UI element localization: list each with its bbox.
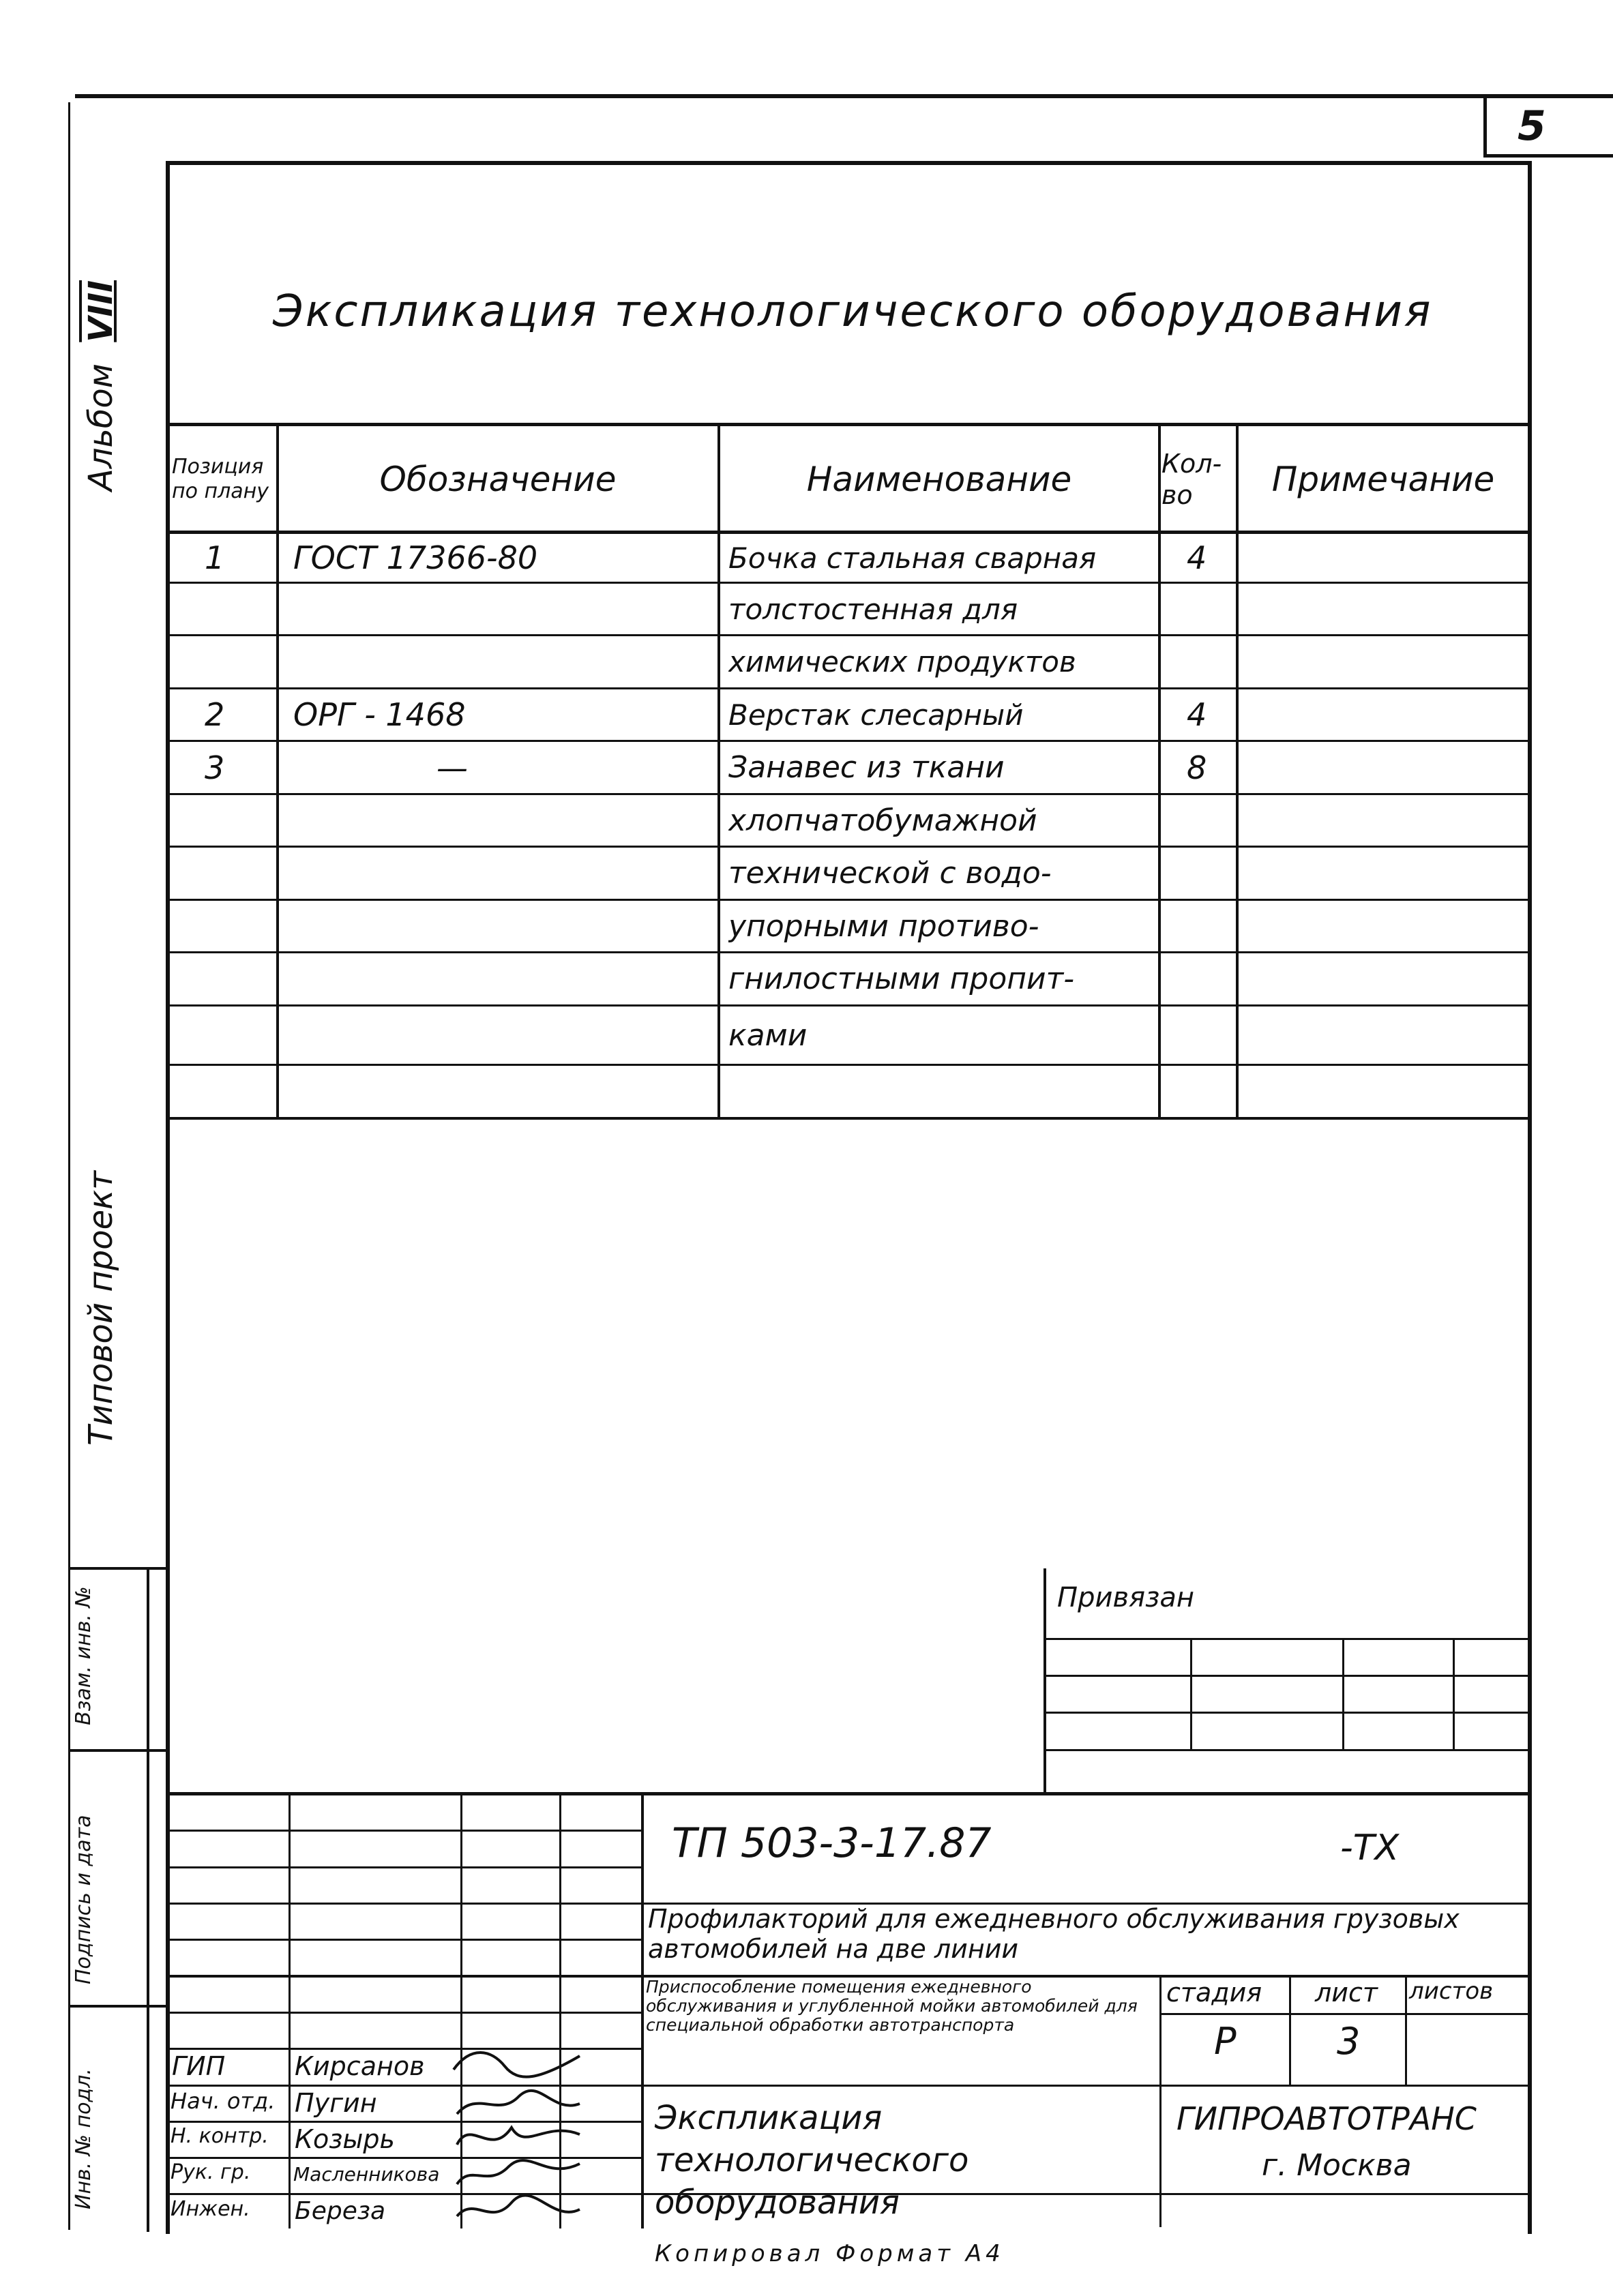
row-4-designation: ОРГ - 1468: [293, 696, 466, 733]
frame-top: [166, 161, 1532, 165]
header-qty: Кол-во: [1161, 449, 1222, 510]
album-number: VIII: [82, 280, 120, 342]
row-5-qty: 8: [1187, 749, 1207, 786]
building-part: Приспособление помещения ежедневного обслуживания и углубленной мойки автомобилей для специальной обработки автотранспорта: [646, 1977, 1138, 2035]
album-label: [82, 280, 120, 491]
row-2-name: толстостенная для: [728, 592, 1018, 626]
project-name: Профилакторий для ежедневного обслуживания грузовых автомобилей на две линии: [648, 1904, 1460, 1964]
signer-5-role: Инжен.: [171, 2197, 250, 2221]
sheets-label: листов: [1409, 1978, 1494, 2005]
row-4-pos: 2: [205, 696, 225, 733]
frame-right: [1528, 161, 1532, 2234]
row-4-qty: 4: [1187, 696, 1207, 733]
row-10-name: ками: [728, 1017, 808, 1053]
signer-1-role: ГИП: [172, 2051, 226, 2081]
signer-3-role: Н. контр.: [171, 2124, 269, 2148]
row-5-name: Занавес из ткани: [728, 750, 1005, 785]
row-6-name: хлопчатобумажной: [728, 803, 1037, 838]
city: г. Москва: [1262, 2148, 1412, 2183]
signer-2-name: Пугин: [295, 2088, 377, 2118]
signer-5-name: Береза: [295, 2197, 386, 2225]
frame-left: [166, 161, 170, 2234]
sheet-title: Экспликация технологического оборудования: [655, 2099, 969, 2222]
privyazan-label: Привязан: [1057, 1582, 1195, 1613]
header-note: Примечание: [1271, 460, 1495, 499]
row-1-pos: 1: [205, 539, 225, 576]
project-type-label: Типовой проект: [82, 1170, 120, 1446]
row-8-name: упорными противо-: [728, 908, 1039, 944]
signature-3: [450, 2117, 587, 2158]
sheet-value: 3: [1337, 2020, 1361, 2063]
stage-value: Р: [1214, 2020, 1237, 2063]
row-3-name: химических продуктов: [728, 645, 1076, 679]
project-code: ТП 503-3-17.87: [672, 1819, 992, 1867]
organization: ГИПРОАВТОТРАНС: [1177, 2100, 1477, 2137]
header-name: Наименование: [806, 460, 1072, 499]
signer-3-name: Козырь: [295, 2124, 395, 2154]
row-1-qty: 4: [1187, 539, 1207, 576]
inv-podl-label: Инв. № подл.: [72, 2068, 95, 2209]
signature-5: [450, 2189, 587, 2230]
header-designation: Обозначение: [379, 460, 617, 499]
row-4-name: Верстак слесарный: [728, 698, 1024, 732]
row-5-designation: —: [436, 749, 468, 786]
row-5-pos: 3: [205, 749, 225, 786]
album-label-text: Альбом: [82, 363, 120, 491]
signer-1-name: Кирсанов: [295, 2051, 425, 2081]
header-position: Позиция по плану: [172, 455, 269, 503]
signature-1: [450, 2042, 587, 2083]
sheet-number: 5: [1518, 102, 1546, 150]
signer-4-role: Рук. гр.: [171, 2160, 251, 2184]
sheet-label: лист: [1315, 1978, 1378, 2008]
row-1-name: Бочка стальная сварная: [728, 541, 1097, 575]
project-code-suffix: -ТХ: [1340, 1828, 1400, 1868]
signature-4: [450, 2153, 587, 2194]
signer-2-role: Нач. отд.: [171, 2088, 276, 2114]
row-1-designation: ГОСТ 17366-80: [293, 539, 538, 576]
vzam-inv-label: Взам. инв. №: [72, 1586, 95, 1725]
sign-date-label: Подпись и дата: [72, 1815, 95, 1984]
document-title: Экспликация технологического оборудования: [273, 286, 1433, 337]
footer-copy: Копировал Формат А4: [655, 2240, 1005, 2267]
row-9-name: гнилостными пропит-: [728, 961, 1075, 996]
row-7-name: технической с водо-: [728, 856, 1052, 891]
stage-label: стадия: [1166, 1978, 1262, 2008]
signer-4-name: Масленникова: [293, 2163, 440, 2186]
